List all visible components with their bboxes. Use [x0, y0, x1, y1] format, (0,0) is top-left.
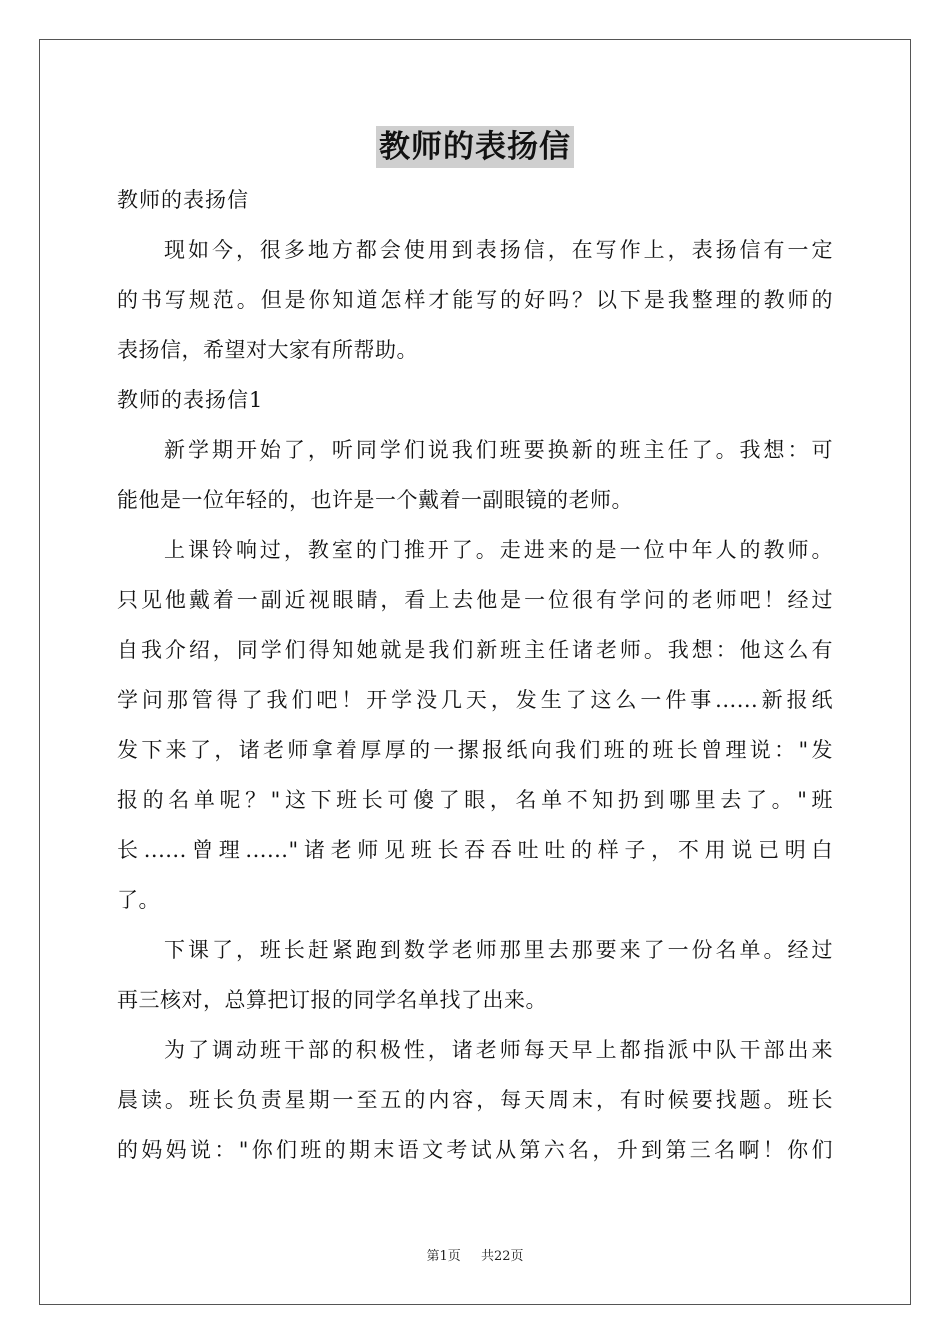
- text-line: 报的名单呢？"这下班长可傻了眼，名单不知扔到哪里去了。"班: [117, 788, 833, 812]
- section-heading: 教师的表扬信1: [117, 388, 264, 412]
- page-number: 第1页: [426, 1249, 461, 1264]
- text-line: 现如今，很多地方都会使用到表扬信，在写作上，表扬信有一定: [164, 238, 833, 262]
- text-line: 为了调动班干部的积极性，诸老师每天早上都指派中队干部出来: [164, 1038, 833, 1062]
- text-line: 只见他戴着一副近视眼睛，看上去他是一位很有学问的老师吧！经过: [117, 588, 833, 612]
- text-line: 能他是一位年轻的，也许是一个戴着一副眼镜的老师。: [117, 488, 633, 512]
- page-footer: [0, 1245, 950, 1264]
- text-line: 自我介绍，同学们得知她就是我们新班主任诸老师。我想：他这么有: [117, 638, 833, 662]
- title-area: [0, 126, 950, 168]
- text-line: 的书写规范。但是你知道怎样才能写的好吗？以下是我整理的教师的: [117, 288, 833, 312]
- page-total: 共22页: [480, 1249, 524, 1264]
- text-line: 晨读。班长负责星期一至五的内容，每天周末，有时候要找题。班长: [117, 1088, 833, 1112]
- text-line: 的妈妈说："你们班的期末语文考试从第六名，升到第三名啊！你们: [117, 1138, 833, 1162]
- text-line: 新学期开始了，听同学们说我们班要换新的班主任了。我想：可: [164, 438, 833, 462]
- text-line: 发下来了，诸老师拿着厚厚的一摞报纸向我们班的班长曾理说："发: [117, 738, 833, 762]
- text-line: 上课铃响过，教室的门推开了。走进来的是一位中年人的教师。: [164, 538, 833, 562]
- document-title: 教师的表扬信: [376, 126, 574, 168]
- text-line: 长......曾理......"诸老师见班长吞吞吐吐的样子，不用说已明白: [117, 838, 833, 862]
- section-heading: 教师的表扬信: [117, 188, 249, 212]
- text-line: 下课了，班长赶紧跑到数学老师那里去那要来了一份名单。经过: [164, 938, 833, 962]
- text-line: 表扬信，希望对大家有所帮助。: [117, 338, 418, 362]
- text-line: 再三核对，总算把订报的同学名单找了出来。: [117, 988, 547, 1012]
- text-line: 学问那管得了我们吧！开学没几天，发生了这么一件事......新报纸: [117, 688, 833, 712]
- text-line: 了。: [117, 888, 160, 912]
- document-body: [117, 175, 833, 1175]
